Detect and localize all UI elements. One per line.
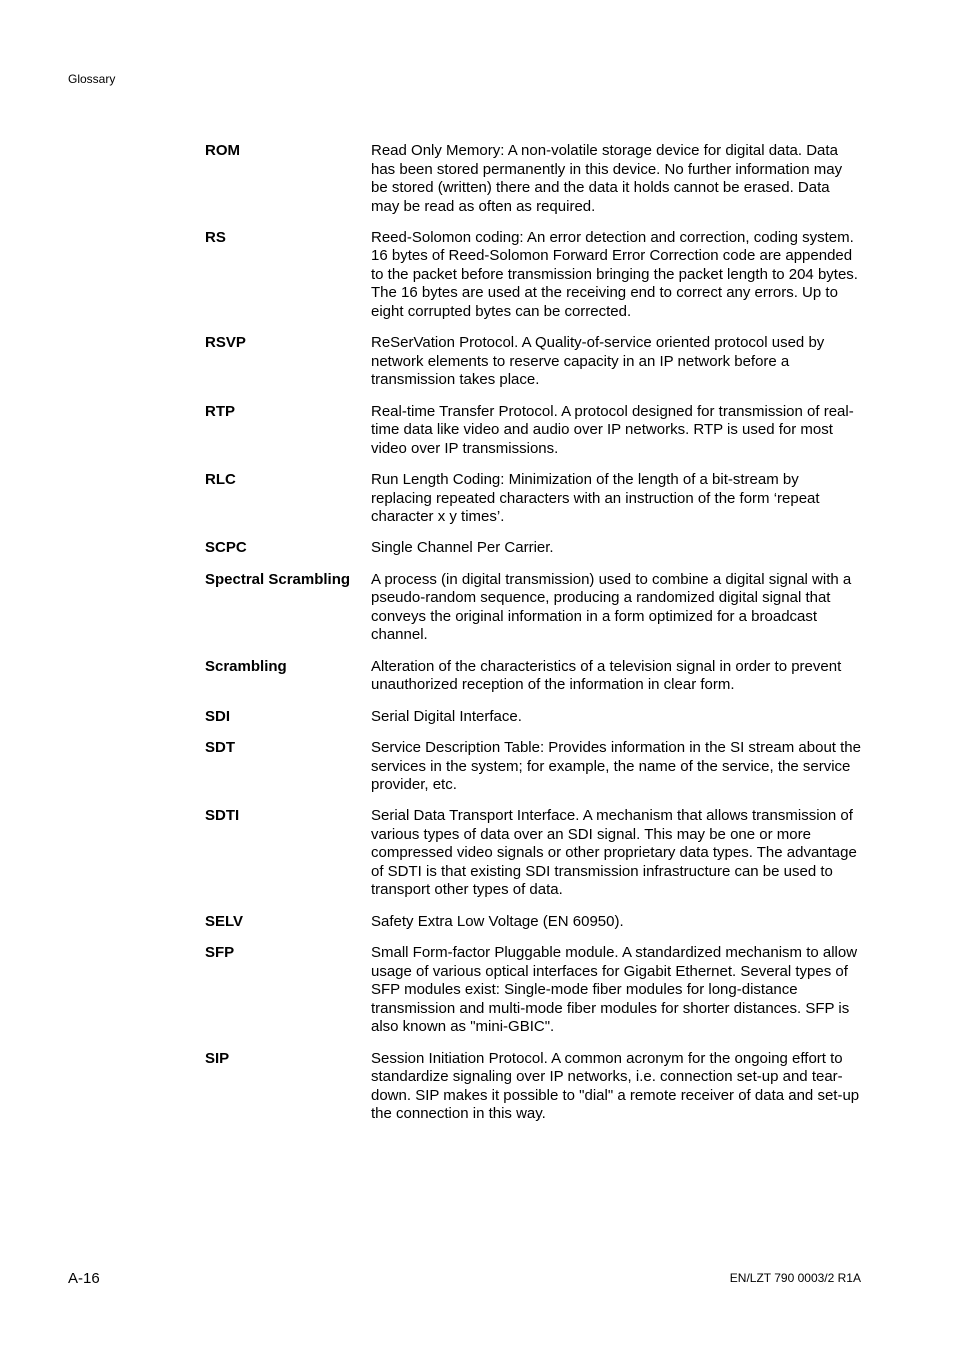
glossary-term: ROM [205, 142, 240, 159]
running-header-section: Glossary [68, 72, 116, 86]
glossary-definition: ReSerVation Protocol. A Quality-of-service oriented protocol used by network elements to reserve capacity in an IP network before a transmission takes place. [371, 334, 825, 389]
glossary-entry [205, 471, 865, 527]
glossary-definition: Real-time Transfer Protocol. A protocol designed for transmission of real-time data like video and audio over IP networks. RTP is used for most video over IP transmissions. [371, 402, 854, 457]
glossary-definition: Single Channel Per Carrier. [371, 539, 554, 557]
glossary-term: SFP [205, 944, 235, 962]
glossary-entry [205, 658, 865, 695]
glossary-entry [205, 334, 865, 390]
glossary-entry [205, 944, 865, 1037]
glossary-definition: Run Length Coding: Minimization of the length of a bit-stream by replacing repeated characters with an instruction of the form ‘repeat character x y times’. [371, 471, 820, 526]
glossary-definition: A process (in digital transmission) used to combine a digital signal with a pseudo-random sequence, producing a randomized digital signal that conveys the original information in a form optimized for a broadcast channel. [371, 570, 852, 644]
glossary-entry [205, 403, 865, 459]
page-number: A-16 [68, 1270, 100, 1287]
glossary-entry [205, 1050, 865, 1124]
glossary-definition: Serial Data Transport Interface. A mechanism that allows transmission of various types of data over an SDI signal. This may be one or more compressed video signals or other proprietary data types. The advantage of SDTI is that existing SDI transmission infrastructure can be used to transport other types of data. [371, 807, 857, 899]
glossary-definition: Service Description Table: Provides information in the SI stream about the services in the system; for example, the name of the service, the service provider, etc. [371, 739, 861, 794]
glossary-term: SCPC [205, 539, 247, 557]
glossary-term: SDTI [205, 807, 240, 825]
glossary-entry [205, 913, 865, 932]
glossary-entry [205, 571, 865, 645]
glossary-entry [205, 142, 865, 216]
glossary-definition: Small Form-factor Pluggable module. A standardized mechanism to allow usage of various optical interfaces for Gigabit Ethernet. Several types of SFP modules exist: Single-mode fiber modules for long-distance transmission and multi-mode fiber modules for shorter distances. SFP is also known as "mini-GBIC". [371, 944, 858, 1036]
glossary-term: RS [205, 228, 226, 246]
glossary-term: RSVP [205, 334, 246, 352]
glossary-definition: Read Only Memory: A non-volatile storage device for digital data. Data has been stored permanently in this device. No further information may be stored (written) there and the data it holds cannot be erased. Data may be read as often as required. [371, 142, 843, 215]
glossary-entry [205, 739, 865, 795]
glossary-definition: Reed-Solomon coding: An error detection and correction, coding system. 16 bytes of Reed-Solomon Forward Error Correction code are appended to the packet before transmission bringing the packet length to 204 bytes. The 16 bytes are used at the receiving end to correct any errors. Up to eight corrupted bytes can be corrected. [371, 228, 858, 320]
glossary-term: SDT [205, 739, 235, 757]
glossary-entry [205, 708, 865, 727]
glossary-term: RLC [205, 471, 236, 489]
glossary-definition: Serial Digital Interface. [371, 707, 522, 725]
glossary-term: SELV [205, 912, 244, 930]
glossary-definition: Session Initiation Protocol. A common acronym for the ongoing effort to standardize signaling over IP networks, i.e. connection set-up and tear-down. SIP makes it possible to "dial" a remote receiver of data and set-up the connection in this way. [371, 1049, 860, 1123]
glossary-definition: Alteration of the characteristics of a television signal in order to prevent unauthorized reception of the information in clear form. [371, 657, 842, 694]
glossary-term: Spectral Scrambling [205, 570, 351, 588]
glossary-list [205, 142, 865, 1136]
glossary-definition: Safety Extra Low Voltage (EN 60950). [371, 912, 624, 930]
glossary-term: RTP [205, 402, 235, 420]
glossary-entry [205, 229, 865, 322]
glossary-term: SDI [205, 707, 231, 725]
glossary-term: Scrambling [205, 657, 287, 675]
glossary-term: SIP [205, 1049, 230, 1067]
glossary-entry [205, 807, 865, 900]
glossary-entry [205, 539, 865, 558]
document-id: EN/LZT 790 0003/2 R1A [729, 1271, 861, 1285]
